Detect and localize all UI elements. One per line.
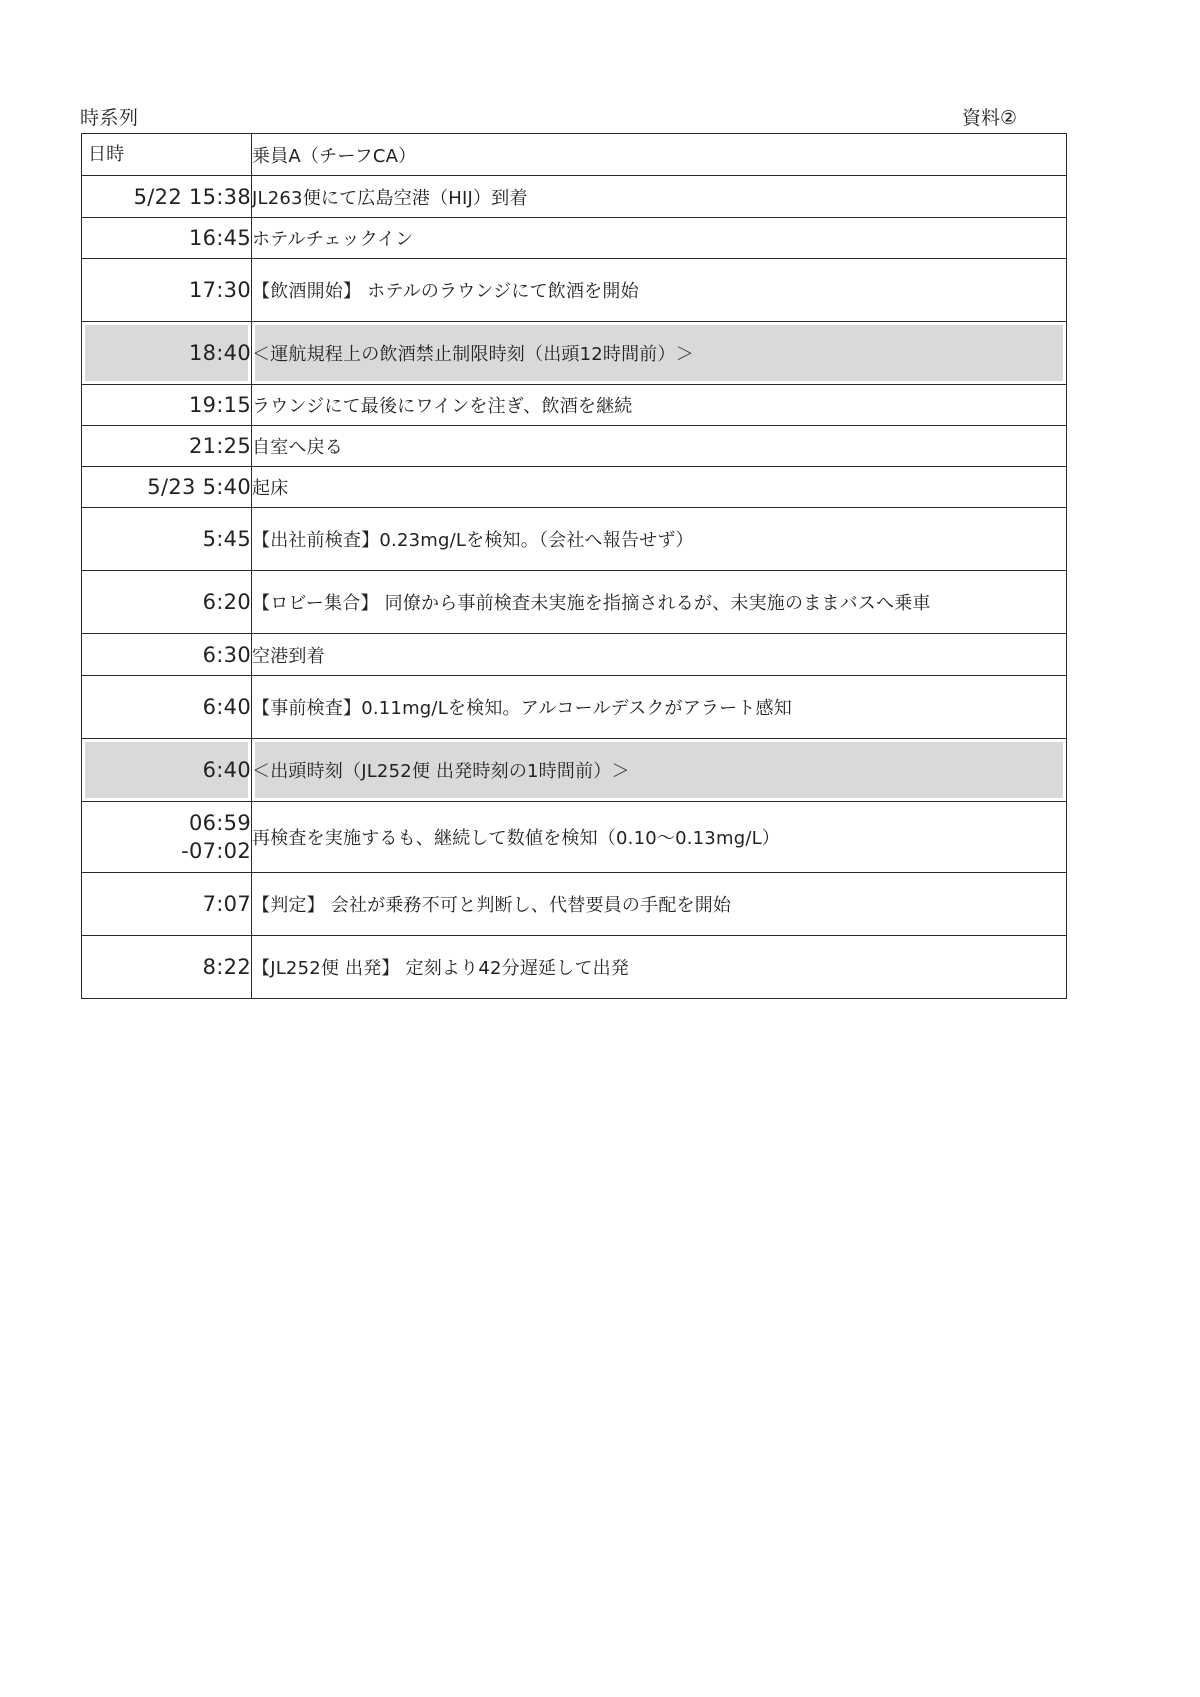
table-row: [82, 508, 1067, 571]
document-title: 時系列: [80, 107, 139, 129]
row-event: 空港到着: [252, 634, 1067, 676]
table-row: [82, 873, 1067, 936]
row-event: 【判定】 会社が乗務不可と判断し、代替要員の手配を開始: [252, 873, 1067, 936]
row-event: ＜運航規程上の飲酒禁止制限時刻（出頭12時間前）＞: [252, 322, 1067, 385]
row-event: ＜出頭時刻（JL252便 出発時刻の1時間前）＞: [252, 739, 1067, 802]
row-time: 6:30: [82, 634, 252, 676]
table-row: [82, 176, 1067, 218]
row-time: 19:15: [82, 385, 252, 426]
row-event: ラウンジにて最後にワインを注ぎ、飲酒を継続: [252, 385, 1067, 426]
timeline-table: [81, 133, 1067, 999]
header-crew: 乗員A（チーフCA）: [252, 134, 1067, 176]
row-event: 【飲酒開始】 ホテルのラウンジにて飲酒を開始: [252, 259, 1067, 322]
table-row: [82, 634, 1067, 676]
table-row: [82, 259, 1067, 322]
table-row: [82, 218, 1067, 259]
row-time: 18:40: [82, 322, 252, 385]
row-time: 8:22: [82, 936, 252, 999]
table-row: [82, 385, 1067, 426]
row-event: 【JL252便 出発】 定刻より42分遅延して出発: [252, 936, 1067, 999]
row-event: 【事前検査】0.11mg/Lを検知。アルコールデスクがアラート感知: [252, 676, 1067, 739]
table-row: [82, 571, 1067, 634]
row-event: JL263便にて広島空港（HIJ）到着: [252, 176, 1067, 218]
row-time: 16:45: [82, 218, 252, 259]
row-time: 5:45: [82, 508, 252, 571]
row-time: 7:07: [82, 873, 252, 936]
row-event: 再検査を実施するも、継続して数値を検知（0.10～0.13mg/L）: [252, 802, 1067, 873]
row-time-start: 06:59: [188, 811, 251, 835]
table-row: [82, 426, 1067, 467]
document-reference: 資料②: [962, 107, 1018, 129]
header-datetime: 日時: [82, 134, 252, 176]
row-event: 【ロビー集合】 同僚から事前検査未実施を指摘されるが、未実施のままバスへ乗車: [252, 571, 1067, 634]
table-header-row: [82, 134, 1067, 176]
row-time: 6:40: [82, 739, 252, 802]
row-time: 21:25: [82, 426, 252, 467]
table-row: [82, 467, 1067, 508]
row-time-end: -07:02: [181, 839, 251, 863]
row-event: 自室へ戻る: [252, 426, 1067, 467]
table-row-highlighted: [82, 322, 1067, 385]
row-time: 5/23 5:40: [82, 467, 252, 508]
row-event: ホテルチェックイン: [252, 218, 1067, 259]
table-row: [82, 802, 1067, 873]
table-row: [82, 676, 1067, 739]
table-row: [82, 936, 1067, 999]
row-time: 6:20: [82, 571, 252, 634]
row-time: 6:40: [82, 676, 252, 739]
table-row-highlighted: [82, 739, 1067, 802]
row-time: 5/22 15:38: [82, 176, 252, 218]
row-event: 【出社前検査】0.23mg/Lを検知。（会社へ報告せず）: [252, 508, 1067, 571]
row-time: 17:30: [82, 259, 252, 322]
row-event: 起床: [252, 467, 1067, 508]
row-time-range: [82, 802, 252, 873]
